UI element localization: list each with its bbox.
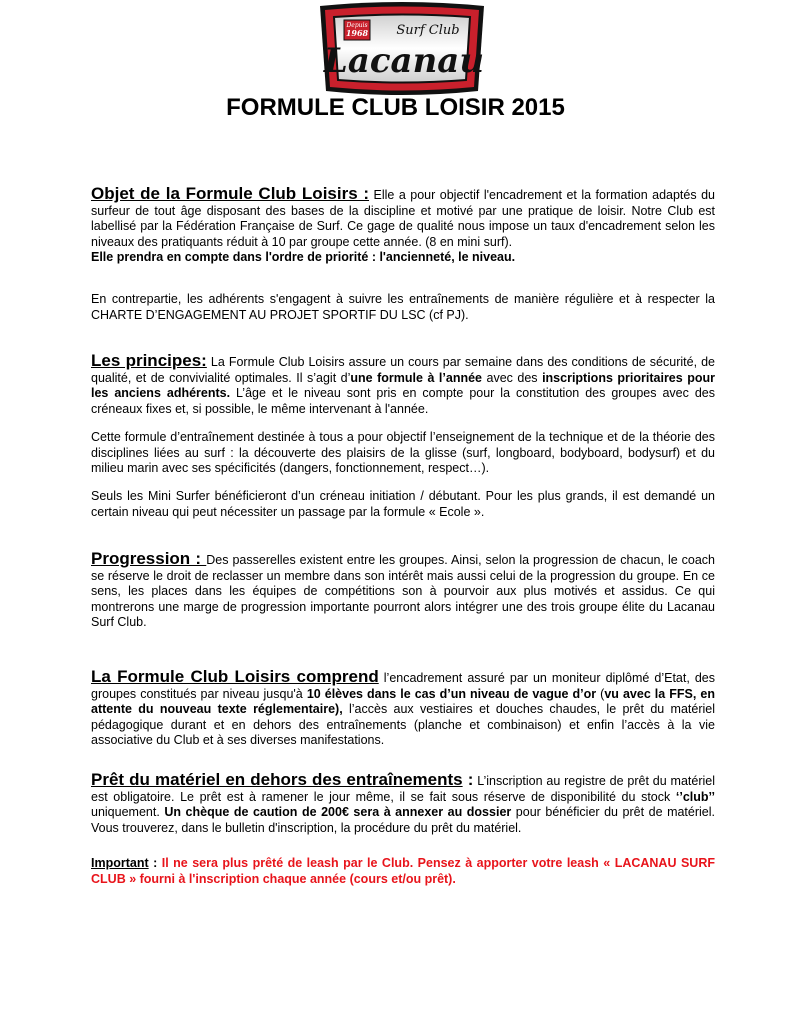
comprend-text-3: l’accès aux vestiaires et douches chaudes, le prêt du matériel pédagogique durant et en dehors des entraînements (planche et combinaison) et enfin l’accès à la vie associative du Club et à ses diverses manifestations. [91,702,715,747]
pret-heading-colon: : [462,770,474,789]
principes-bold-1: une formule à l’année [350,370,482,385]
section-contrepartie [91,292,715,323]
pret-bold-2: Un chèque de caution de 200€ sera à annexer au dossier [164,805,512,819]
section-comprend [91,669,715,749]
logo-depuis: Depuis [346,22,368,29]
progression-heading: Progression : [91,549,207,568]
objet-text: Elle a pour objectif l'encadrement et la formation adaptés du surfeur de tout âge disposant des bases de la discipline et motivé par une pratique de loisir. Notre Club est labellisé par la Fédération Française de Surf. Ce gage de qualité nous impose un taux d'encadrement selon les niveaux des pratiquants réduit à 10 par groupe cette année. (8 en mini surf). [91,188,715,249]
principes-text-2: avec des [482,370,543,385]
important-text: Il ne sera plus prêté de leash par le Club. Pensez à apporter votre leash « LACANAU SURF CLUB » fourni à l'inscription chaque année (cours et/ou prêt). [91,856,715,886]
principes-paragraph-2: Cette formule d’entraînement destinée à tous a pour objectif l’enseignement de la technique et de la théorie des disciplines liées au surf : la découverte des plaisirs de la glisse (surf, longboard, bodyboard, bodysurf) et du milieu marin avec ses spécificités (dangers, fonctionnement, respect…). [91,430,715,475]
objet-priority-line: Elle prendra en compte dans l'ordre de priorité : l'ancienneté, le niveau. [91,250,516,264]
pret-heading: Prêt du matériel en dehors des entraînements [91,770,463,789]
important-label: Important [91,856,149,870]
logo-surf-club: Surf Club [396,23,460,38]
lacanau-surf-club-logo [316,2,488,95]
section-principes-p2 [91,430,715,477]
principes-paragraph-3: Seuls les Mini Surfer bénéficieront d’un créneau initiation / débutant. Pour les plus grands, il est demandé un certain niveau qui peut nécessiter un passage par la formule « Ecole ». [91,489,715,519]
page-title: FORMULE CLUB LOISIR 2015 [226,94,565,121]
logo-name: Lacanau [323,41,485,81]
section-principes [91,353,715,417]
comprend-heading: La Formule Club Loisirs comprend [91,667,379,686]
principes-heading: Les principes: [91,351,207,370]
principes-text-3: L’âge et le niveau sont pris en compte pour la constitution des groupes avec des créneaux fixes et, si possible, le même intervenant à l'année. [91,386,715,416]
pret-text-3: pour bénéficier du prêt de matériel. Vous trouverez, dans le bulletin d'inscription, la procédure du prêt du matériel. [91,805,715,835]
progression-text: Des passerelles existent entre les groupes. Ainsi, selon la progression de chacun, le coach se réserve le droit de reclasser un membre dans son intérêt mais aussi celui de la progression du groupe. En ce sens, les places dans les équipes de compétitions son à pourvoir aux plus motivés et assidus. Ce qui montrerons une marge de progression importante pourront alors intégrer une des trois groupe élite du Lacanau Surf Club. [91,553,715,629]
comprend-text-1: l’encadrement assuré par un moniteur diplômé d’Etat, des groupes constitués par niveau jusqu'à [91,671,715,701]
section-progression [91,551,715,631]
comprend-bold-2: vu avec la FFS, en attente du nouveau texte réglementaire), [91,686,715,716]
contrepartie-text: En contrepartie, les adhérents s'engagent à suivre les entraînements de manière régulière et à respecter la CHARTE D’ENGAGEMENT AU PROJET SPORTIF DU LSC (cf PJ). [91,292,715,322]
logo-year: 1968 [345,28,369,38]
comprend-bold-1: 10 élèves dans le cas d’un niveau de vague d’or [306,686,597,701]
pret-text-2: uniquement. [91,805,165,819]
pret-bold-1: ‘’club’’ [675,789,715,804]
section-principes-p3 [91,489,715,520]
objet-heading: Objet de la Formule Club Loisirs : [91,184,370,203]
section-important [91,856,715,887]
principes-bold-2: inscriptions prioritaires pour les anciens adhérents. [91,370,715,400]
section-objet [91,186,715,266]
principes-text-1: La Formule Club Loisirs assure un cours par semaine dans des conditions de sécurité, de qualité, et de convivialité optimales. Il s’agit d’ [91,355,715,385]
comprend-text-2: ( [596,686,605,701]
important-colon: : [148,856,162,870]
section-pret [91,772,715,836]
pret-text-1: L’inscription au registre de prêt du matériel est obligatoire. Le prêt est à ramener le jour même, il se fait sous réserve de disponibilité du stock [91,774,715,804]
